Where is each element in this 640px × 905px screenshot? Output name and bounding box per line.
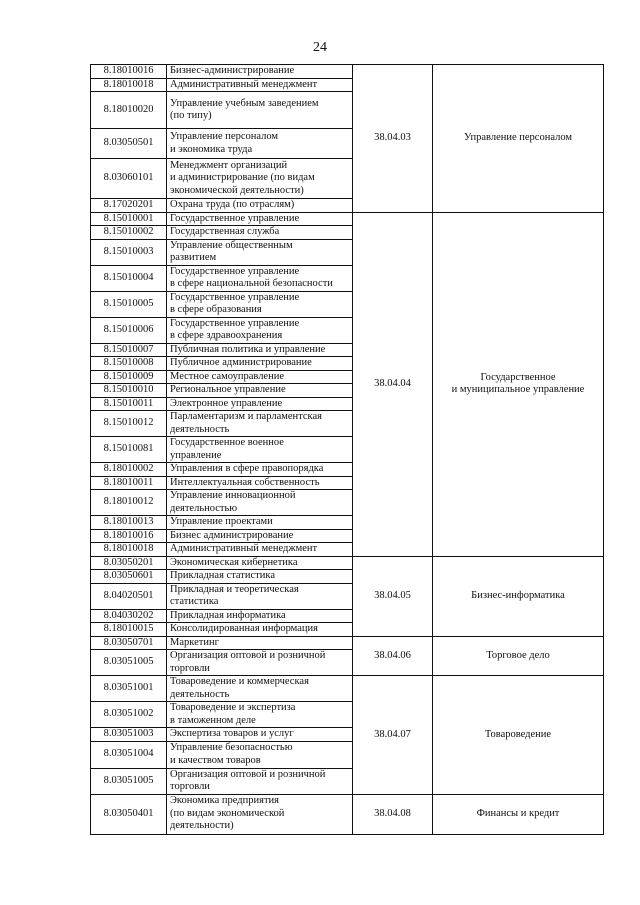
specialty-code: 8.03051005 [91,650,167,676]
specialty-name-cell [167,317,353,343]
specialty-name-cell [167,623,353,637]
table-row [91,212,604,226]
specialty-name-cell [167,543,353,557]
specialty-name-cell [167,583,353,609]
specialty-name: Административный менеджмент [170,543,318,554]
specialty-name-cell [167,239,353,265]
specialty-name: Консолидированная информация [170,623,318,634]
specialty-name: Местное самоуправление [170,370,284,382]
specialty-name-cell [167,129,353,159]
specialty-correspondence-table [90,64,604,835]
specialty-name-cell [167,556,353,570]
specialty-name: Публичное администрирование [170,357,312,368]
direction-name-cell [433,65,604,213]
specialty-name: Прикладная информатика [170,609,286,621]
direction-name-cell [433,636,604,676]
specialty-name: Управления в сфере правопорядка [170,463,324,474]
specialty-name: Товароведение и коммерческая деятельность [170,676,309,700]
specialty-name: Региональное управление [170,384,286,395]
specialty-name-cell [167,265,353,291]
specialty-name: Бизнес администрирование [170,529,294,541]
direction-name-cell [433,212,604,556]
specialty-name-cell [167,343,353,357]
direction-code: 38.04.08 [353,794,433,834]
specialty-code: 8.18010002 [91,463,167,477]
specialty-name-cell [167,768,353,794]
direction-name: Управление персоналом [463,132,573,143]
specialty-name-cell [167,411,353,437]
specialty-code: 8.15010011 [91,397,167,411]
specialty-name: Менеджмент организаций и администрирование (по видам экономической деятельности) [170,159,315,196]
specialty-code: 8.18010018 [91,543,167,557]
specialty-name-cell [167,794,353,834]
specialty-code: 8.18010015 [91,623,167,637]
specialty-name-cell [167,609,353,623]
specialty-name-cell [167,676,353,702]
direction-code: 38.04.05 [353,556,433,636]
direction-code: 38.04.07 [353,676,433,795]
specialty-code: 8.15010007 [91,343,167,357]
specialty-name: Публичная политика и управление [170,343,326,355]
page-number: 24 [313,40,327,55]
specialty-name: Интеллектуальная собственность [170,476,320,488]
specialty-code: 8.03050501 [91,129,167,159]
specialty-name-cell [167,650,353,676]
specialty-name: Государственное управление [170,212,300,224]
direction-name: Торговое дело [486,649,550,661]
specialty-code: 8.03051002 [91,702,167,728]
specialty-name-cell [167,570,353,584]
specialty-name: Управление общественным развитием [170,239,293,263]
specialty-code: 8.18010016 [91,529,167,543]
specialty-name-cell [167,702,353,728]
specialty-name: Государственное военное управление [170,437,284,461]
specialty-name: Государственная служба [170,226,280,237]
specialty-name-cell [167,397,353,411]
table-row [91,676,604,702]
specialty-code: 8.03051005 [91,768,167,794]
specialty-name: Экономическая кибернетика [170,556,298,568]
specialty-name-cell [167,65,353,79]
specialty-name: Организация оптовой и розничной торговли [170,650,326,674]
specialty-name: Охрана труда (по отраслям) [170,199,295,210]
specialty-code: 8.03050701 [91,636,167,650]
specialty-name: Организация оптовой и розничной торговли [170,768,326,792]
specialty-code: 8.04020501 [91,583,167,609]
specialty-name: Управление персоналом и экономика труда [170,131,279,155]
specialty-name: Бизнес-администрирование [170,65,295,76]
specialty-name-cell [167,741,353,768]
specialty-name-cell [167,357,353,371]
specialty-code: 8.15010005 [91,291,167,317]
direction-code: 38.04.03 [353,65,433,213]
specialty-code: 8.15010081 [91,437,167,463]
specialty-name-cell [167,199,353,213]
direction-name-cell [433,794,604,834]
direction-code: 38.04.04 [353,212,433,556]
specialty-name-cell [167,529,353,543]
specialty-code: 8.15010003 [91,239,167,265]
specialty-name-cell [167,490,353,516]
specialty-name: Маркетинг [170,636,219,648]
specialty-code: 8.03051001 [91,676,167,702]
direction-name: Бизнес-информатика [471,589,565,601]
specialty-name-cell [167,516,353,530]
specialty-name-cell [167,92,353,129]
specialty-code: 8.03050401 [91,794,167,834]
specialty-code: 8.18010018 [91,78,167,92]
specialty-name: Государственное управление в сфере здравоохранения [170,317,300,341]
specialty-name: Электронное управление [170,397,283,409]
specialty-name: Управление безопасностью и качеством товаров [170,742,293,766]
specialty-name: Управление проектами [170,516,273,527]
direction-name: Государственное и муниципальное управление [451,371,585,395]
direction-name-cell [433,556,604,636]
specialty-code: 8.03050201 [91,556,167,570]
specialty-name-cell [167,78,353,92]
specialty-name: Государственное управление в сфере национальной безопасности [170,265,333,289]
specialty-name-cell [167,291,353,317]
specialty-code: 8.18010012 [91,490,167,516]
specialty-name-cell [167,370,353,384]
specialty-code: 8.18010016 [91,65,167,79]
specialty-code: 8.15010002 [91,226,167,240]
specialty-name: Государственное управление в сфере образования [170,291,300,315]
specialty-code: 8.15010006 [91,317,167,343]
specialty-code: 8.03051003 [91,728,167,742]
specialty-code: 8.15010008 [91,357,167,371]
specialty-code: 8.17020201 [91,199,167,213]
table-row [91,556,604,570]
specialty-name: Парламентаризм и парламентская деятельность [170,411,322,435]
table-body [91,65,604,835]
direction-name: Финансы и кредит [476,807,560,819]
specialty-code: 8.18010011 [91,476,167,490]
specialty-name: Прикладная и теоретическая статистика [170,583,299,607]
specialty-name-cell [167,728,353,742]
specialty-name-cell [167,384,353,398]
direction-code: 38.04.06 [353,636,433,676]
specialty-name: Товароведение и экспертиза в таможенном деле [170,702,296,726]
table-row [91,65,604,79]
specialty-code: 8.15010001 [91,212,167,226]
specialty-code: 8.18010013 [91,516,167,530]
specialty-name: Управление учебным заведением (по типу) [170,97,319,121]
specialty-name-cell [167,437,353,463]
table-row [91,794,604,834]
specialty-name-cell [167,463,353,477]
specialty-code: 8.03050601 [91,570,167,584]
specialty-name-cell [167,476,353,490]
specialty-code: 8.15010009 [91,370,167,384]
specialty-code: 8.15010010 [91,384,167,398]
specialty-code: 8.18010020 [91,92,167,129]
specialty-name-cell [167,212,353,226]
specialty-name-cell [167,636,353,650]
specialty-name-cell [167,159,353,199]
specialty-code: 8.15010012 [91,411,167,437]
specialty-code: 8.15010004 [91,265,167,291]
specialty-name: Управление инновационной деятельностью [170,490,296,514]
specialty-name: Прикладная статистика [170,570,275,581]
specialty-name: Экономика предприятия (по видам экономической деятельности) [170,795,285,832]
specialty-name: Административный менеджмент [170,78,318,90]
direction-name-cell [433,676,604,795]
specialty-code: 8.03051004 [91,741,167,768]
specialty-code: 8.04030202 [91,609,167,623]
direction-name: Товароведение [484,728,552,740]
specialty-code: 8.03060101 [91,159,167,199]
specialty-name: Экспертиза товаров и услуг [170,728,294,739]
specialty-name-cell [167,226,353,240]
table-row [91,636,604,650]
